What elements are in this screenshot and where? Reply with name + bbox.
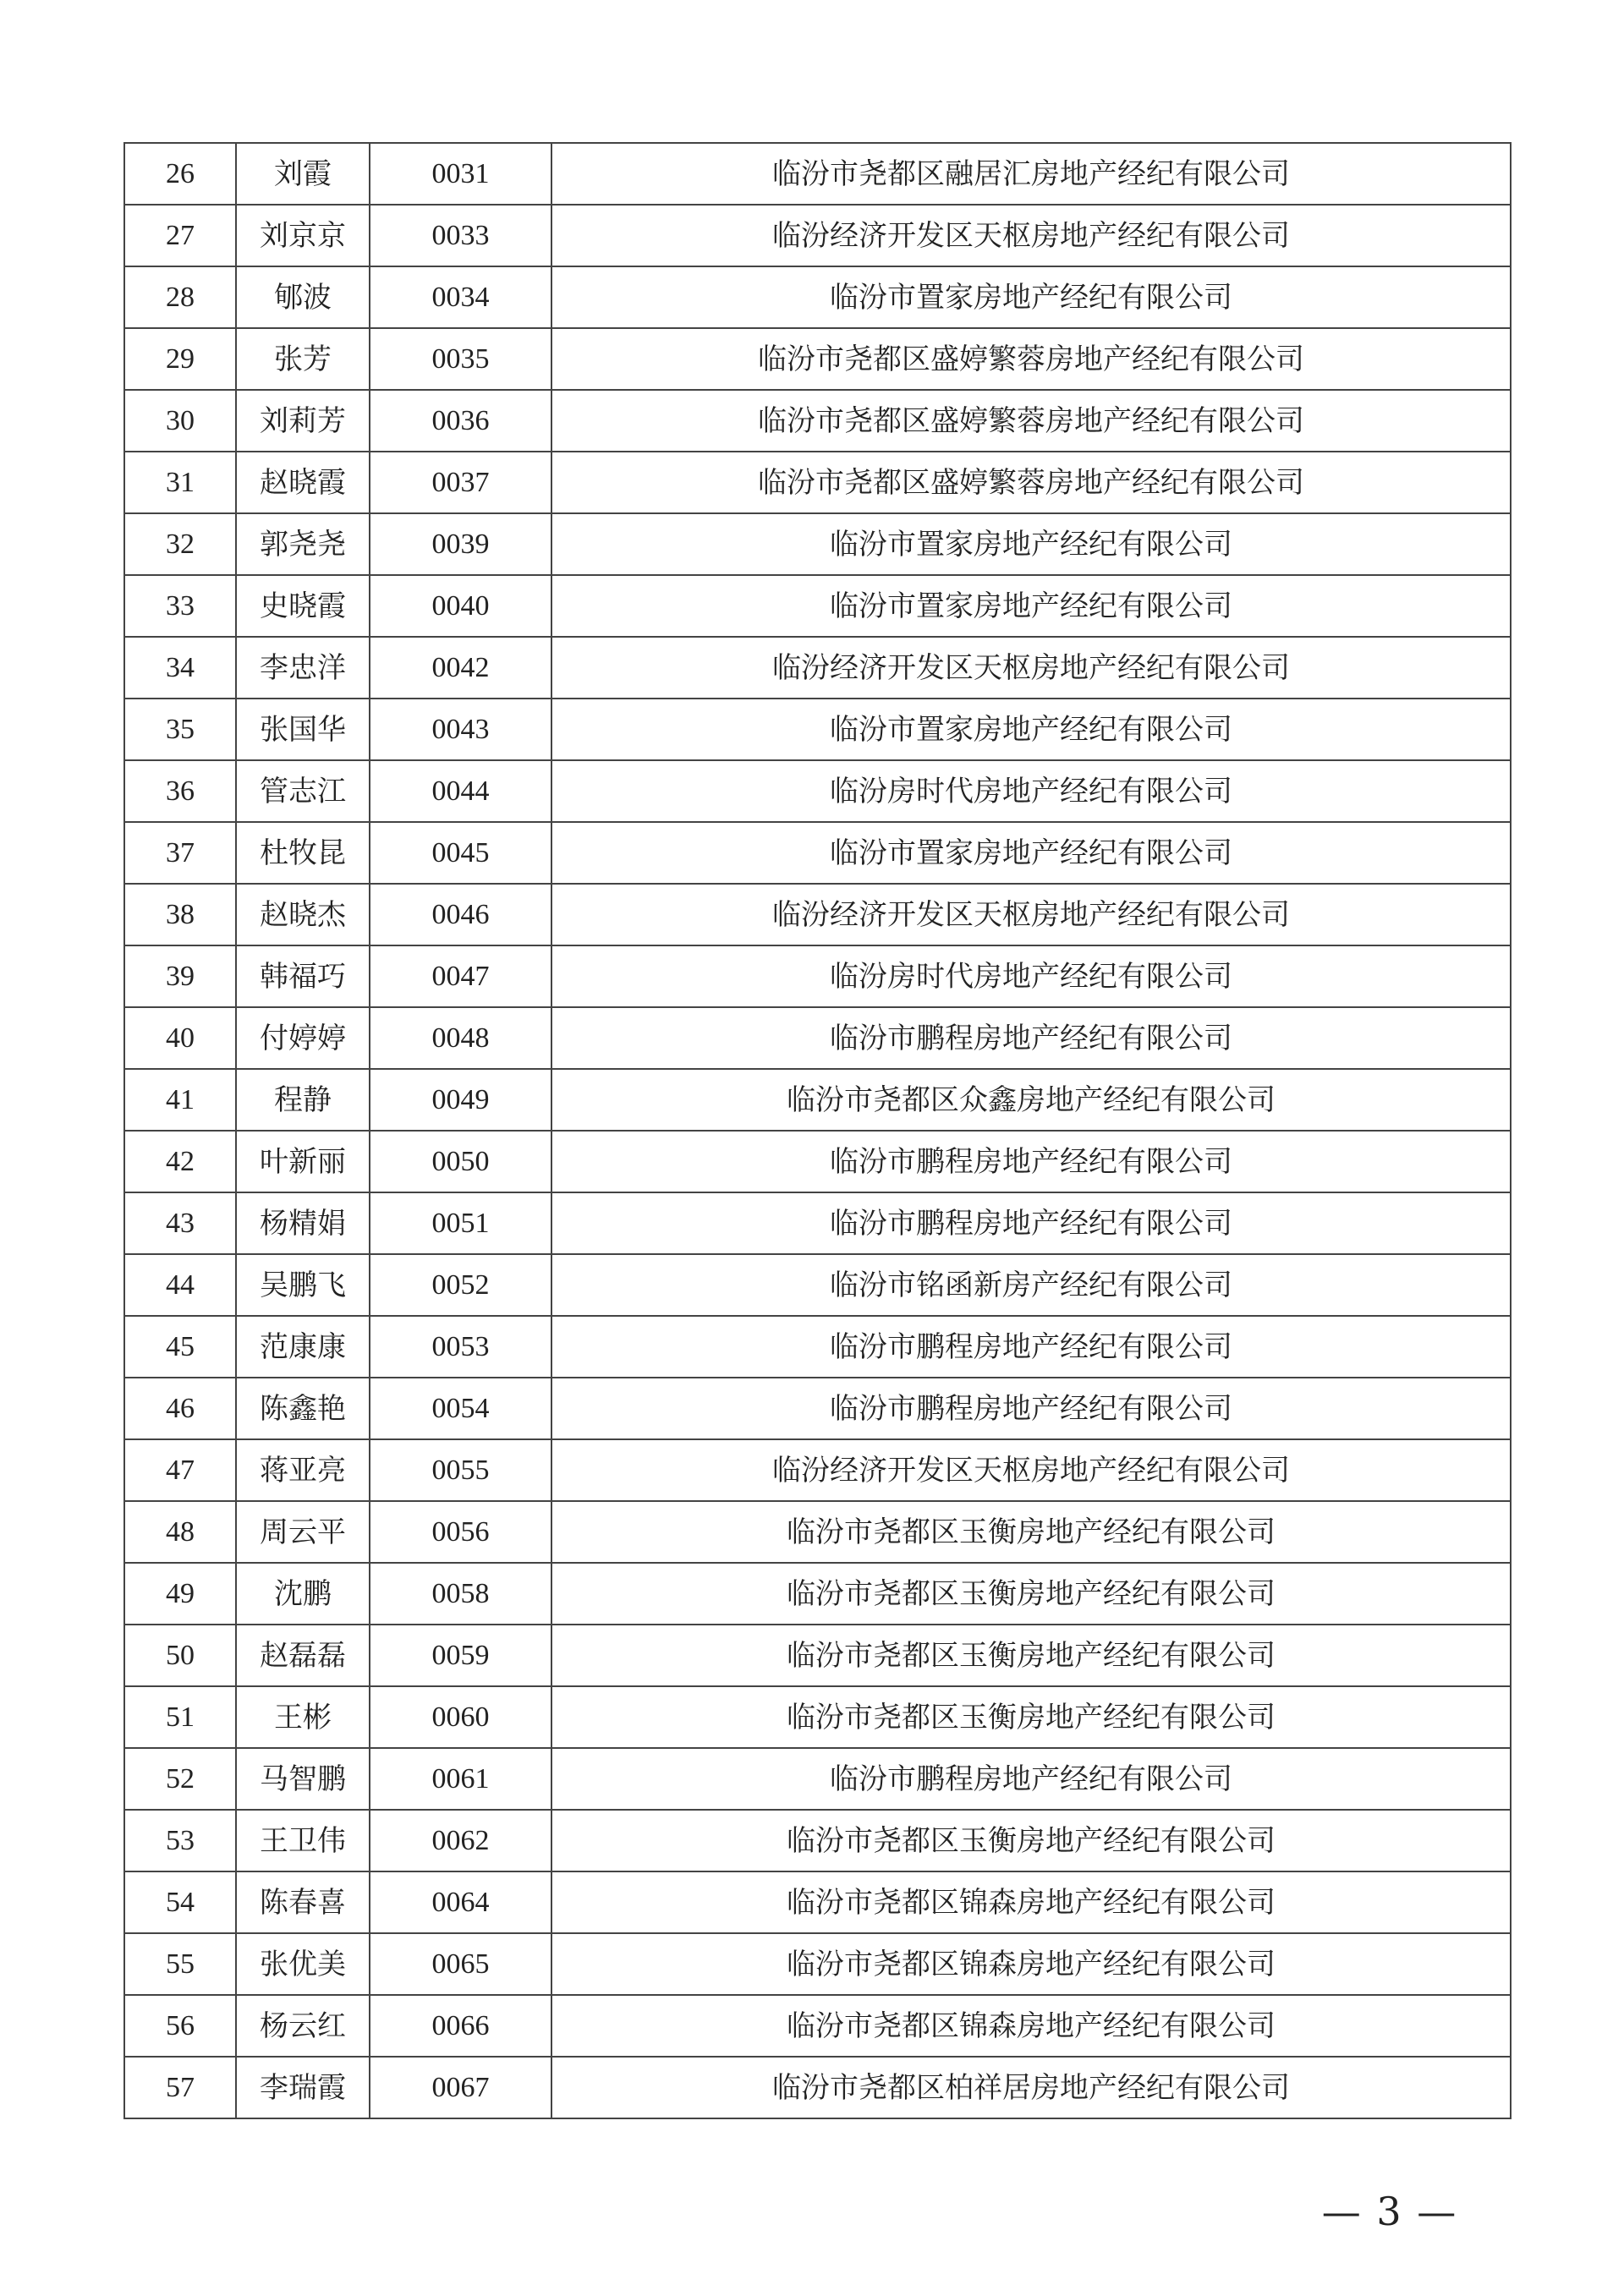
row-number-cell: 56 bbox=[124, 1995, 236, 2057]
company-name-cell: 临汾经济开发区天枢房地产经纪有限公司 bbox=[551, 205, 1511, 266]
agent-name-cell: 杨精娟 bbox=[236, 1192, 370, 1254]
agent-name-cell: 史晓霞 bbox=[236, 575, 370, 637]
row-number-cell: 51 bbox=[124, 1686, 236, 1748]
certificate-code-cell: 0066 bbox=[370, 1995, 551, 2057]
company-name-cell: 临汾市尧都区众鑫房地产经纪有限公司 bbox=[551, 1069, 1511, 1131]
row-number-cell: 53 bbox=[124, 1810, 236, 1871]
row-number-cell: 55 bbox=[124, 1933, 236, 1995]
company-name-cell: 临汾市鹏程房地产经纪有限公司 bbox=[551, 1192, 1511, 1254]
agent-name-cell: 李忠洋 bbox=[236, 637, 370, 699]
agent-name-cell: 赵晓杰 bbox=[236, 884, 370, 945]
table-row bbox=[124, 884, 1511, 945]
row-number-cell: 48 bbox=[124, 1501, 236, 1563]
agent-name-cell: 杨云红 bbox=[236, 1995, 370, 2057]
certificate-code-cell: 0060 bbox=[370, 1686, 551, 1748]
table-row bbox=[124, 1316, 1511, 1378]
table-row bbox=[124, 1007, 1511, 1069]
certificate-code-cell: 0034 bbox=[370, 266, 551, 328]
row-number-cell: 31 bbox=[124, 452, 236, 513]
agent-name-cell: 张芳 bbox=[236, 328, 370, 390]
table-row bbox=[124, 513, 1511, 575]
row-number-cell: 28 bbox=[124, 266, 236, 328]
row-number-cell: 27 bbox=[124, 205, 236, 266]
agent-name-cell: 叶新丽 bbox=[236, 1131, 370, 1192]
company-name-cell: 临汾市鹏程房地产经纪有限公司 bbox=[551, 1007, 1511, 1069]
agent-name-cell: 李瑞霞 bbox=[236, 2057, 370, 2118]
certificate-code-cell: 0037 bbox=[370, 452, 551, 513]
table-row bbox=[124, 1871, 1511, 1933]
table-row bbox=[124, 822, 1511, 884]
table-row bbox=[124, 143, 1511, 205]
certificate-code-cell: 0043 bbox=[370, 699, 551, 760]
agent-name-cell: 付婷婷 bbox=[236, 1007, 370, 1069]
company-name-cell: 临汾市鹏程房地产经纪有限公司 bbox=[551, 1378, 1511, 1439]
certificate-code-cell: 0035 bbox=[370, 328, 551, 390]
certificate-code-cell: 0062 bbox=[370, 1810, 551, 1871]
row-number-cell: 46 bbox=[124, 1378, 236, 1439]
row-number-cell: 37 bbox=[124, 822, 236, 884]
agent-name-cell: 陈春喜 bbox=[236, 1871, 370, 1933]
company-name-cell: 临汾市尧都区柏祥居房地产经纪有限公司 bbox=[551, 2057, 1511, 2118]
agent-name-cell: 赵晓霞 bbox=[236, 452, 370, 513]
company-name-cell: 临汾经济开发区天枢房地产经纪有限公司 bbox=[551, 637, 1511, 699]
agent-name-cell: 周云平 bbox=[236, 1501, 370, 1563]
agent-name-cell: 吴鹏飞 bbox=[236, 1254, 370, 1316]
agent-name-cell: 沈鹏 bbox=[236, 1563, 370, 1625]
table-row bbox=[124, 452, 1511, 513]
row-number-cell: 34 bbox=[124, 637, 236, 699]
table-row bbox=[124, 390, 1511, 452]
company-name-cell: 临汾市鹏程房地产经纪有限公司 bbox=[551, 1316, 1511, 1378]
agent-roster-table bbox=[123, 142, 1512, 2119]
row-number-cell: 41 bbox=[124, 1069, 236, 1131]
company-name-cell: 临汾市置家房地产经纪有限公司 bbox=[551, 575, 1511, 637]
table-row bbox=[124, 1439, 1511, 1501]
certificate-code-cell: 0064 bbox=[370, 1871, 551, 1933]
table-row bbox=[124, 637, 1511, 699]
certificate-code-cell: 0042 bbox=[370, 637, 551, 699]
company-name-cell: 临汾市铭函新房产经纪有限公司 bbox=[551, 1254, 1511, 1316]
company-name-cell: 临汾经济开发区天枢房地产经纪有限公司 bbox=[551, 1439, 1511, 1501]
certificate-code-cell: 0050 bbox=[370, 1131, 551, 1192]
table-body bbox=[124, 143, 1511, 2118]
company-name-cell: 临汾市置家房地产经纪有限公司 bbox=[551, 822, 1511, 884]
row-number-cell: 54 bbox=[124, 1871, 236, 1933]
certificate-code-cell: 0065 bbox=[370, 1933, 551, 1995]
row-number-cell: 33 bbox=[124, 575, 236, 637]
agent-name-cell: 张优美 bbox=[236, 1933, 370, 1995]
table-row bbox=[124, 699, 1511, 760]
certificate-code-cell: 0059 bbox=[370, 1625, 551, 1686]
table-row bbox=[124, 1995, 1511, 2057]
company-name-cell: 临汾市尧都区锦森房地产经纪有限公司 bbox=[551, 1995, 1511, 2057]
agent-name-cell: 郭尧尧 bbox=[236, 513, 370, 575]
certificate-code-cell: 0033 bbox=[370, 205, 551, 266]
certificate-code-cell: 0047 bbox=[370, 945, 551, 1007]
certificate-code-cell: 0052 bbox=[370, 1254, 551, 1316]
company-name-cell: 临汾市置家房地产经纪有限公司 bbox=[551, 266, 1511, 328]
table-row bbox=[124, 1810, 1511, 1871]
company-name-cell: 临汾市尧都区玉衡房地产经纪有限公司 bbox=[551, 1501, 1511, 1563]
table-row bbox=[124, 2057, 1511, 2118]
certificate-code-cell: 0054 bbox=[370, 1378, 551, 1439]
certificate-code-cell: 0048 bbox=[370, 1007, 551, 1069]
company-name-cell: 临汾经济开发区天枢房地产经纪有限公司 bbox=[551, 884, 1511, 945]
company-name-cell: 临汾房时代房地产经纪有限公司 bbox=[551, 945, 1511, 1007]
row-number-cell: 40 bbox=[124, 1007, 236, 1069]
row-number-cell: 42 bbox=[124, 1131, 236, 1192]
table-row bbox=[124, 1501, 1511, 1563]
company-name-cell: 临汾市鹏程房地产经纪有限公司 bbox=[551, 1131, 1511, 1192]
agent-name-cell: 韩福巧 bbox=[236, 945, 370, 1007]
certificate-code-cell: 0056 bbox=[370, 1501, 551, 1563]
row-number-cell: 30 bbox=[124, 390, 236, 452]
certificate-code-cell: 0061 bbox=[370, 1748, 551, 1810]
certificate-code-cell: 0067 bbox=[370, 2057, 551, 2118]
company-name-cell: 临汾市鹏程房地产经纪有限公司 bbox=[551, 1748, 1511, 1810]
row-number-cell: 44 bbox=[124, 1254, 236, 1316]
row-number-cell: 26 bbox=[124, 143, 236, 205]
agent-name-cell: 王卫伟 bbox=[236, 1810, 370, 1871]
table-row bbox=[124, 1748, 1511, 1810]
company-name-cell: 临汾房时代房地产经纪有限公司 bbox=[551, 760, 1511, 822]
company-name-cell: 临汾市尧都区玉衡房地产经纪有限公司 bbox=[551, 1686, 1511, 1748]
page-number: — 3 — bbox=[1321, 2189, 1458, 2234]
company-name-cell: 临汾市置家房地产经纪有限公司 bbox=[551, 513, 1511, 575]
agent-name-cell: 陈鑫艳 bbox=[236, 1378, 370, 1439]
agent-name-cell: 刘霞 bbox=[236, 143, 370, 205]
table-row bbox=[124, 575, 1511, 637]
table-row bbox=[124, 205, 1511, 266]
row-number-cell: 50 bbox=[124, 1625, 236, 1686]
row-number-cell: 45 bbox=[124, 1316, 236, 1378]
table-row bbox=[124, 266, 1511, 328]
certificate-code-cell: 0036 bbox=[370, 390, 551, 452]
company-name-cell: 临汾市尧都区盛婷繁蓉房地产经纪有限公司 bbox=[551, 390, 1511, 452]
company-name-cell: 临汾市尧都区玉衡房地产经纪有限公司 bbox=[551, 1563, 1511, 1625]
table-row bbox=[124, 1933, 1511, 1995]
certificate-code-cell: 0058 bbox=[370, 1563, 551, 1625]
row-number-cell: 35 bbox=[124, 699, 236, 760]
table-row bbox=[124, 1625, 1511, 1686]
table-row bbox=[124, 1192, 1511, 1254]
row-number-cell: 32 bbox=[124, 513, 236, 575]
certificate-code-cell: 0031 bbox=[370, 143, 551, 205]
table-row bbox=[124, 1069, 1511, 1131]
certificate-code-cell: 0046 bbox=[370, 884, 551, 945]
company-name-cell: 临汾市尧都区盛婷繁蓉房地产经纪有限公司 bbox=[551, 452, 1511, 513]
certificate-code-cell: 0039 bbox=[370, 513, 551, 575]
row-number-cell: 47 bbox=[124, 1439, 236, 1501]
table-row bbox=[124, 760, 1511, 822]
company-name-cell: 临汾市尧都区玉衡房地产经纪有限公司 bbox=[551, 1810, 1511, 1871]
agent-name-cell: 刘莉芳 bbox=[236, 390, 370, 452]
company-name-cell: 临汾市尧都区融居汇房地产经纪有限公司 bbox=[551, 143, 1511, 205]
table-row bbox=[124, 1378, 1511, 1439]
row-number-cell: 57 bbox=[124, 2057, 236, 2118]
agent-name-cell: 赵磊磊 bbox=[236, 1625, 370, 1686]
certificate-code-cell: 0049 bbox=[370, 1069, 551, 1131]
certificate-code-cell: 0055 bbox=[370, 1439, 551, 1501]
company-name-cell: 临汾市尧都区盛婷繁蓉房地产经纪有限公司 bbox=[551, 328, 1511, 390]
row-number-cell: 36 bbox=[124, 760, 236, 822]
agent-name-cell: 刘京京 bbox=[236, 205, 370, 266]
company-name-cell: 临汾市尧都区玉衡房地产经纪有限公司 bbox=[551, 1625, 1511, 1686]
agent-name-cell: 张国华 bbox=[236, 699, 370, 760]
row-number-cell: 52 bbox=[124, 1748, 236, 1810]
row-number-cell: 38 bbox=[124, 884, 236, 945]
agent-name-cell: 马智鹏 bbox=[236, 1748, 370, 1810]
agent-name-cell: 王彬 bbox=[236, 1686, 370, 1748]
table-row bbox=[124, 1254, 1511, 1316]
company-name-cell: 临汾市置家房地产经纪有限公司 bbox=[551, 699, 1511, 760]
agent-name-cell: 管志江 bbox=[236, 760, 370, 822]
certificate-code-cell: 0044 bbox=[370, 760, 551, 822]
table-row bbox=[124, 1686, 1511, 1748]
table-row bbox=[124, 328, 1511, 390]
row-number-cell: 29 bbox=[124, 328, 236, 390]
company-name-cell: 临汾市尧都区锦森房地产经纪有限公司 bbox=[551, 1871, 1511, 1933]
table-row bbox=[124, 1563, 1511, 1625]
agent-name-cell: 杜牧昆 bbox=[236, 822, 370, 884]
agent-name-cell: 郇波 bbox=[236, 266, 370, 328]
row-number-cell: 39 bbox=[124, 945, 236, 1007]
agent-name-cell: 程静 bbox=[236, 1069, 370, 1131]
table-row bbox=[124, 945, 1511, 1007]
agent-name-cell: 蒋亚亮 bbox=[236, 1439, 370, 1501]
agent-name-cell: 范康康 bbox=[236, 1316, 370, 1378]
company-name-cell: 临汾市尧都区锦森房地产经纪有限公司 bbox=[551, 1933, 1511, 1995]
certificate-code-cell: 0053 bbox=[370, 1316, 551, 1378]
certificate-code-cell: 0040 bbox=[370, 575, 551, 637]
row-number-cell: 49 bbox=[124, 1563, 236, 1625]
certificate-code-cell: 0045 bbox=[370, 822, 551, 884]
row-number-cell: 43 bbox=[124, 1192, 236, 1254]
table-row bbox=[124, 1131, 1511, 1192]
certificate-code-cell: 0051 bbox=[370, 1192, 551, 1254]
